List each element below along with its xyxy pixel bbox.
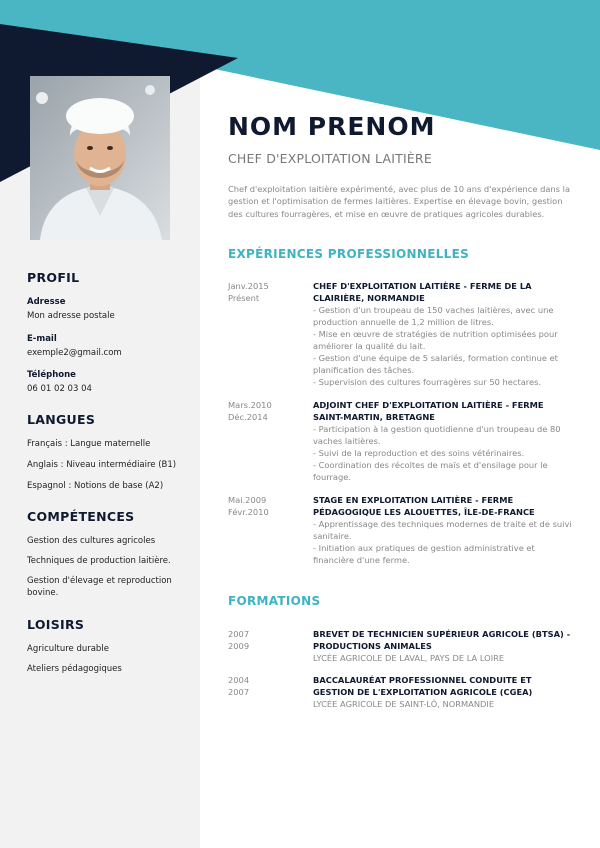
profile-photo xyxy=(30,76,170,240)
competences-section xyxy=(27,509,187,607)
hobby-item: Agriculture durable xyxy=(27,644,109,654)
date-start: Mars.2010 xyxy=(228,400,272,410)
formations-heading: FORMATIONS xyxy=(228,594,321,608)
experience-title: ADJOINT CHEF D'EXPLOITATION LAITIÈRE - FERME SAINT-MARTIN, BRETAGNE xyxy=(313,400,544,423)
formation-body xyxy=(313,674,573,710)
formation-title: BREVET DE TECHNICIEN SUPÉRIEUR AGRICOLE (BTSA) - PRODUCTIONS ANIMALES xyxy=(313,629,571,652)
phone-value: 06 01 02 03 04 xyxy=(27,384,92,395)
address-value: Mon adresse postale xyxy=(27,311,115,321)
language-item: Anglais : Niveau intermédiaire (B1) xyxy=(27,459,177,470)
experience-line: - Suivi de la reproduction et des soins vétérinaires. xyxy=(313,448,525,459)
phone-label: Téléphone xyxy=(27,370,76,381)
competences-heading: COMPÉTENCES xyxy=(27,509,135,524)
langues-section xyxy=(27,412,187,500)
formation-dates xyxy=(228,674,308,698)
experience-body xyxy=(313,399,573,483)
date-end: Présent xyxy=(228,293,260,304)
experience-line: - Gestion d'une équipe de 5 salariés, formation continue et planification des tâches. xyxy=(313,353,558,376)
experience-dates xyxy=(228,399,308,423)
formation-title: BACCALAURÉAT PROFESSIONNEL CONDUITE ET GESTION DE L'EXPLOITATION AGRICOLE (CGEA) xyxy=(313,675,533,698)
formation-dates xyxy=(228,628,308,652)
skill-item: Gestion des cultures agricoles xyxy=(27,536,156,546)
job-title: CHEF D'EXPLOITATION LAITIÈRE xyxy=(228,151,432,166)
summary-text: Chef d'exploitation laitière expérimenté, avec plus de 10 ans d'expérience dans la gestion et l'optimisation de fermes laitières. Expertise en élevage bovin, gestion des cultures fourragères, et mise en œuvre de pratiques agricoles durables. xyxy=(228,184,571,219)
experience-line: - Coordination des récoltes de maïs et d'ensilage pour le fourrage. xyxy=(313,460,548,483)
experience-line: - Apprentissage des techniques modernes de traite et de suivi sanitaire. xyxy=(313,519,572,542)
skill-item: Gestion d'élevage et reproduction bovine. xyxy=(27,575,172,598)
experience-dates xyxy=(228,280,308,304)
date-start: 2004 xyxy=(228,675,250,685)
date-end: 2007 xyxy=(228,687,250,698)
experience-line: - Mise en œuvre de stratégies de nutrition optimisées pour améliorer la qualité du lait. xyxy=(313,329,558,352)
loisirs-section xyxy=(27,617,187,683)
experience-dates xyxy=(228,494,308,518)
email-label: E-mail xyxy=(27,333,57,344)
experience-body xyxy=(313,280,573,388)
formation-school: LYCÉE AGRICOLE DE LAVAL, PAYS DE LA LOIRE xyxy=(313,653,505,664)
profil-heading: PROFIL xyxy=(27,270,80,285)
experiences-heading: EXPÉRIENCES PROFESSIONNELLES xyxy=(228,247,470,261)
language-item: Français : Langue maternelle xyxy=(27,439,151,449)
experience-line: - Gestion d'un troupeau de 150 vaches laitières, avec une production annuelle de 1,2 million de litres. xyxy=(313,305,554,328)
formation-body xyxy=(313,628,573,664)
date-start: 2007 xyxy=(228,629,250,639)
date-start: Janv.2015 xyxy=(228,281,269,291)
experience-title: STAGE EN EXPLOITATION LAITIÈRE - FERME PÉDAGOGIQUE LES ALOUETTES, ÎLE-DE-FRANCE xyxy=(313,495,535,518)
candidate-name: NOM PRENOM xyxy=(228,112,436,141)
date-end: Févr.2010 xyxy=(228,507,269,518)
profil-section xyxy=(27,270,187,407)
experience-title: CHEF D'EXPLOITATION LAITIÈRE - FERME DE LA CLAIRIÈRE, NORMANDIE xyxy=(313,281,532,304)
formation-school: LYCÉE AGRICOLE DE SAINT-LÔ, NORMANDIE xyxy=(313,699,495,710)
date-end: 2009 xyxy=(228,641,250,652)
langues-heading: LANGUES xyxy=(27,412,96,427)
experience-line: - Supervision des cultures fourragères sur 50 hectares. xyxy=(313,377,542,388)
experience-line: - Initiation aux pratiques de gestion administrative et financière d'une ferme. xyxy=(313,543,535,566)
hobby-item: Ateliers pédagogiques xyxy=(27,663,122,674)
loisirs-heading: LOISIRS xyxy=(27,617,85,632)
experience-line: - Participation à la gestion quotidienne d'un troupeau de 80 vaches laitières. xyxy=(313,424,561,447)
skill-item: Techniques de production laitière. xyxy=(27,555,171,566)
experience-body xyxy=(313,494,573,566)
address-label: Adresse xyxy=(27,297,66,307)
date-start: Mai.2009 xyxy=(228,495,267,505)
date-end: Déc.2014 xyxy=(228,412,268,423)
language-item: Espagnol : Notions de base (A2) xyxy=(27,480,164,491)
email-value: exemple2@gmail.com xyxy=(27,347,122,358)
